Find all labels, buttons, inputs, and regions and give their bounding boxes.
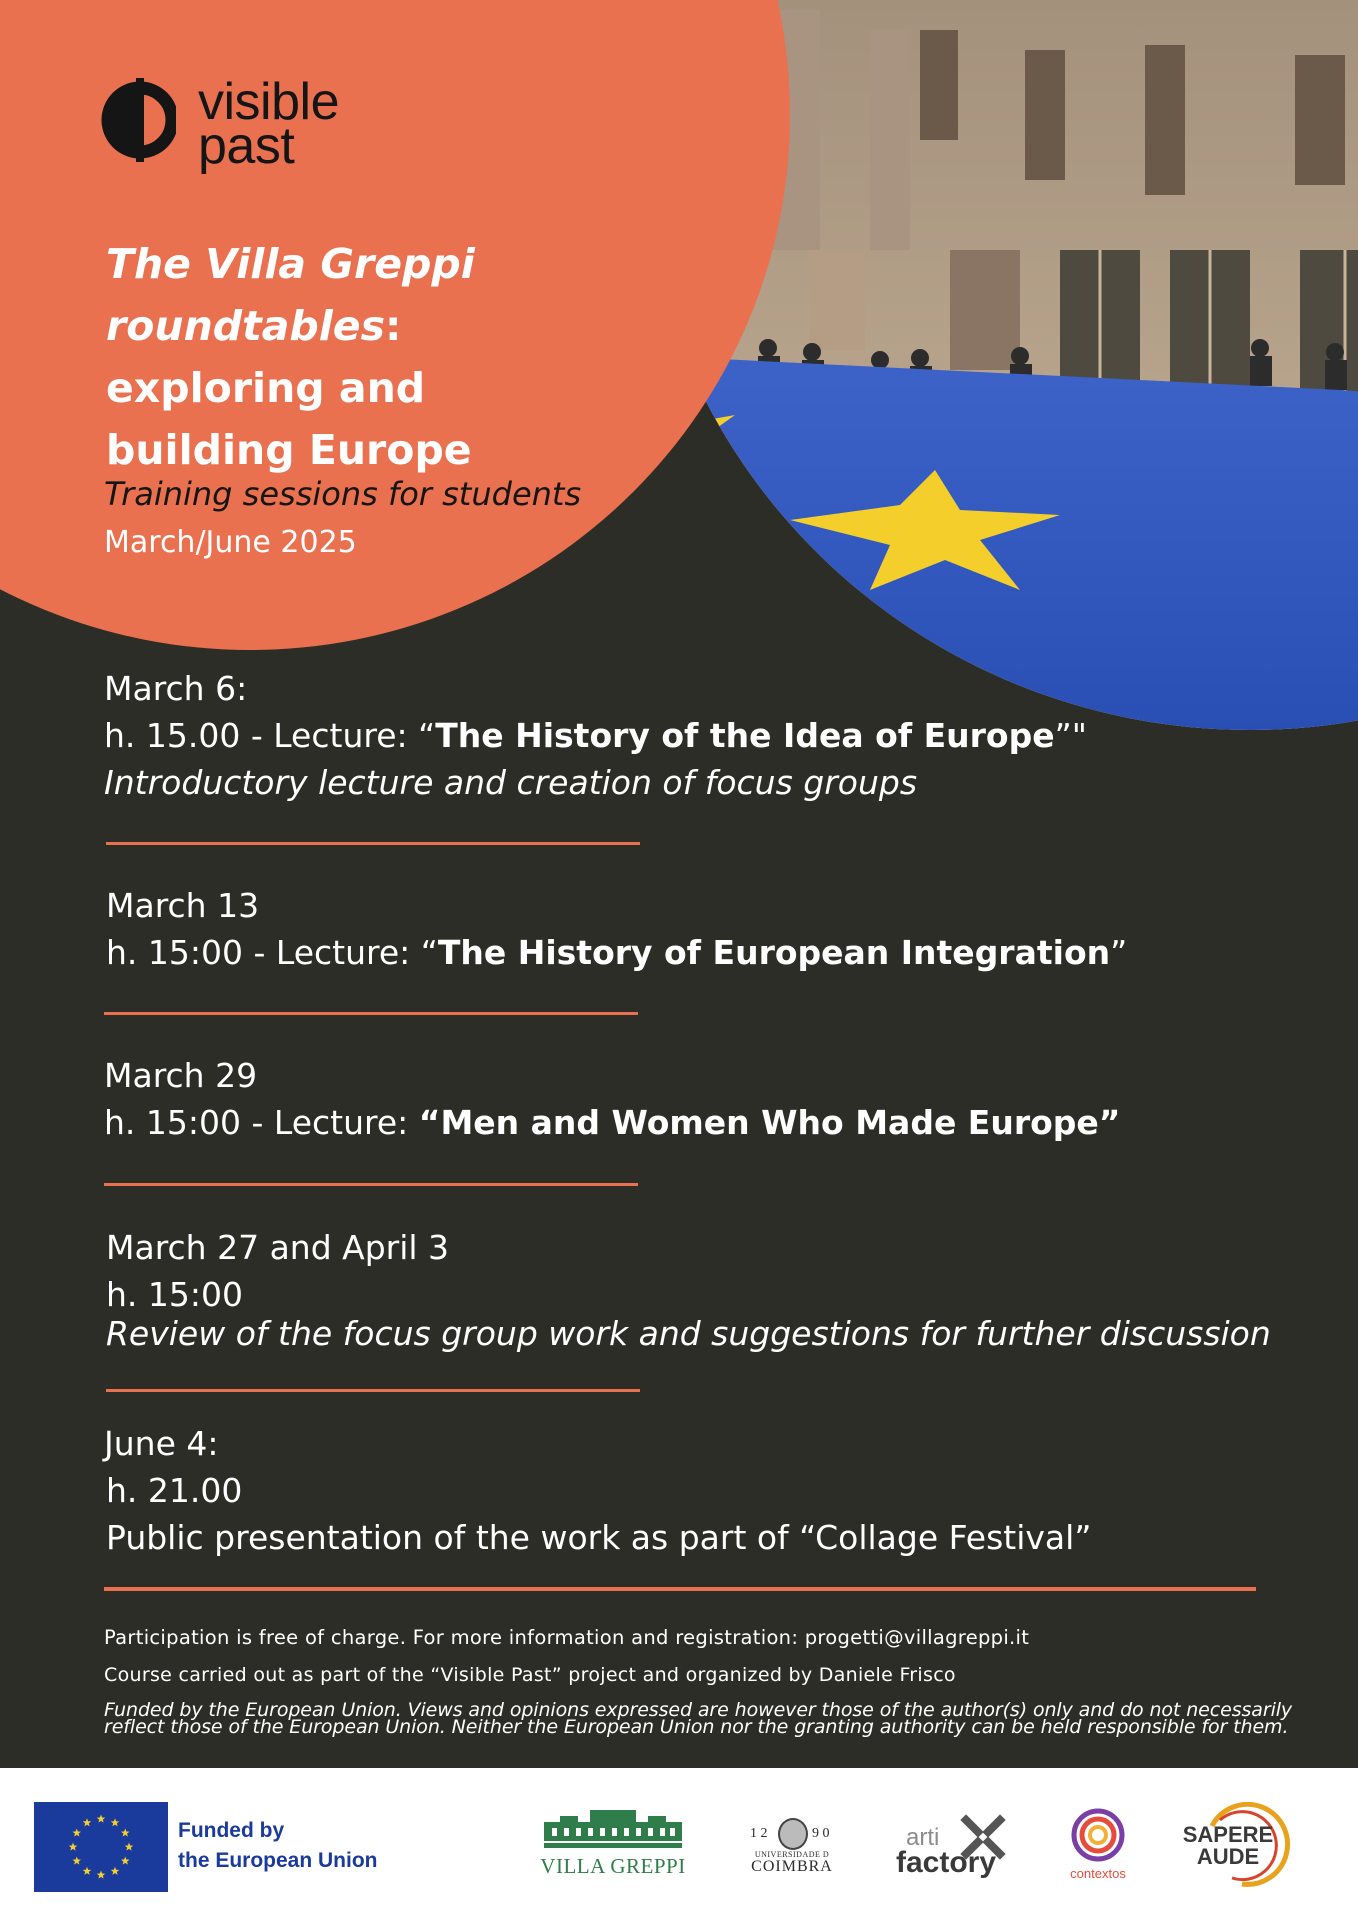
eu-star <box>111 1867 120 1875</box>
sapere-aude-line-2: AUDE <box>1196 1844 1260 1869</box>
artifactory-factory: factory <box>896 1846 997 1879</box>
sapere-aude-logo <box>1172 1802 1302 1888</box>
title-colon: : <box>385 302 402 350</box>
contextos-swirl-icon <box>1068 1806 1128 1864</box>
event-3 <box>104 1052 1120 1146</box>
logo-text-visible: visible <box>198 73 339 131</box>
eu-star <box>121 1829 130 1837</box>
event-title-suffix: ” <box>1110 933 1128 972</box>
event-time: h. 15:00 <box>106 1275 243 1314</box>
eu-flag-icon <box>34 1802 168 1892</box>
event-time: h. 15:00 - Lecture: <box>104 1103 419 1142</box>
event-title: “Men and Women Who Made Europe” <box>418 1103 1121 1142</box>
partner-logo-strip <box>0 1768 1358 1920</box>
logo-text-past: past <box>198 117 295 175</box>
divider <box>104 1012 638 1015</box>
event-title: The History of European Integration <box>437 933 1111 972</box>
eu-star <box>83 1867 92 1875</box>
subtitle-label: Training sessions for students <box>104 475 582 513</box>
event-time: h. 21.00 <box>106 1471 243 1510</box>
participation-info: Participation is free of charge. For more information and registration: progetti@villagreppi.it <box>104 1626 1030 1649</box>
coimbra-logo <box>742 1816 842 1875</box>
event-description: Public presentation of the work as part of “Collage Festival” <box>106 1518 1092 1557</box>
divider <box>104 1183 638 1186</box>
sapere-aude-line-1: SAPERE <box>1182 1822 1274 1847</box>
coimbra-year-left: 1 2 <box>750 1826 768 1841</box>
villa-greppi-name: VILLA GREPPI <box>540 1854 686 1878</box>
coimbra-seal-icon <box>778 1818 808 1850</box>
event-date: June 4: <box>104 1424 219 1463</box>
villa-greppi-logo <box>540 1808 686 1879</box>
title-line-2: exploring and <box>106 364 426 412</box>
event-date: March 29 <box>104 1056 258 1095</box>
eu-funding-label <box>178 1816 378 1876</box>
eu-star <box>125 1843 134 1851</box>
divider <box>106 1389 640 1392</box>
coimbra-small-label: UNIVERSIDADE D <box>754 1850 830 1859</box>
event-2 <box>106 882 1127 976</box>
event-time: h. 15.00 - Lecture: “ <box>104 716 436 755</box>
event-4 <box>106 1224 1271 1357</box>
visible-past-logo-icon <box>100 72 176 168</box>
eu-star <box>121 1857 130 1865</box>
event-note: Introductory lecture and creation of focus groups <box>104 763 918 802</box>
event-time: h. 15:00 - Lecture: “ <box>106 933 438 972</box>
eu-star <box>72 1857 81 1865</box>
eu-label-line-1: Funded by <box>178 1819 285 1842</box>
eu-star <box>72 1829 81 1837</box>
title-italic: The Villa Greppi roundtables <box>106 240 475 350</box>
event-title-suffix: ”" <box>1054 716 1087 755</box>
coimbra-year-right: 9 0 <box>812 1826 830 1841</box>
divider <box>106 842 640 845</box>
contextos-logo <box>1056 1806 1140 1881</box>
event-1 <box>104 665 1087 806</box>
event-date: March 27 and April 3 <box>106 1228 450 1267</box>
event-5 <box>104 1420 1091 1561</box>
disclaimer-line-1: Funded by the European Union. Views and opinions expressed are however those of the author(s) only and do not necessarily <box>104 1699 1293 1721</box>
artifactory-logo <box>894 1812 1014 1888</box>
eu-star <box>83 1818 92 1826</box>
event-title: The History of the Idea of Europe <box>435 716 1055 755</box>
title-line-3: building Europe <box>106 426 472 474</box>
event-date: March 13 <box>106 886 260 925</box>
eu-star <box>111 1818 120 1826</box>
page-title <box>106 233 746 481</box>
contextos-name: contextos <box>1070 1866 1126 1881</box>
sapere-aude-text <box>1176 1824 1280 1868</box>
villa-building-icon <box>540 1808 686 1852</box>
course-info: Course carried out as part of the “Visible Past” project and organized by Daniele Frisco <box>104 1664 956 1686</box>
artifactory-arti: arti <box>906 1824 940 1851</box>
footer-divider <box>104 1587 1256 1591</box>
event-note: Review of the focus group work and suggestions for further discussion <box>106 1314 1271 1353</box>
subtitle-dates: March/June 2025 <box>104 525 357 560</box>
eu-label-line-2: the European Union <box>178 1849 378 1872</box>
eu-star <box>97 1871 106 1879</box>
disclaimer-line-2: reflect those of the European Union. Neither the European Union nor the granting authority can be held responsible for them. <box>104 1716 1289 1738</box>
eu-star <box>97 1815 106 1823</box>
coimbra-name: COIMBRA <box>751 1858 833 1875</box>
event-date: March 6: <box>104 669 248 708</box>
eu-star <box>69 1843 78 1851</box>
